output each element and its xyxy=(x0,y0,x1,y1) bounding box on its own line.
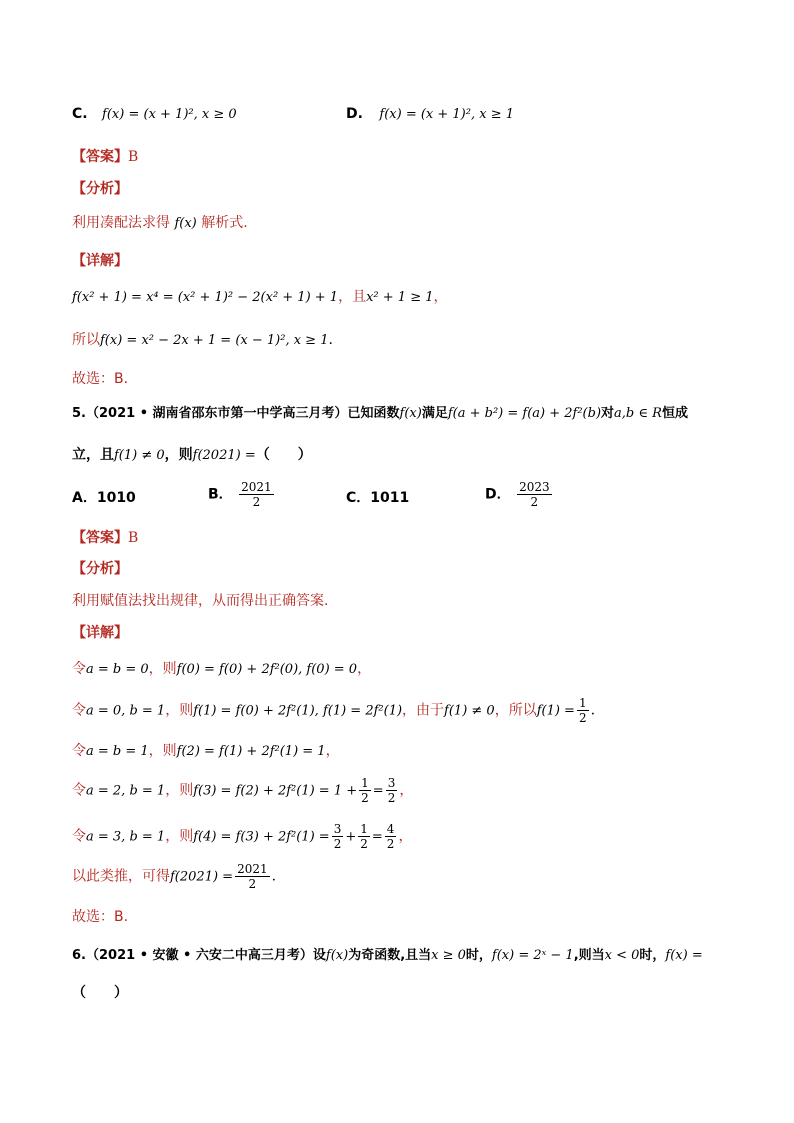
stem-text: 为奇函数,且当 xyxy=(348,948,432,963)
question-prefix: 5.（2021 • 湖南省邵东市第一中学高三月考）已知函数 xyxy=(72,406,400,421)
option-c xyxy=(72,106,237,122)
step-end: ， xyxy=(398,828,413,845)
stem-text: 时， xyxy=(639,948,666,963)
step-cond: a = b = 1 xyxy=(86,744,149,759)
frac-den: 2 xyxy=(360,837,368,851)
stem-fx: f(x) xyxy=(325,948,349,963)
step-eq: = xyxy=(372,783,384,799)
q5-step-4 xyxy=(72,776,413,805)
option-label: D． xyxy=(485,486,511,503)
step-expr: f(0) = f(0) + 2f²(0), f(0) = 0 xyxy=(176,662,358,677)
detail-end: ， xyxy=(433,289,448,305)
option-label: B． xyxy=(208,486,233,503)
step-expr: f(4) = f(3) + 2f²(1) = xyxy=(193,829,330,845)
q5-stem-line1 xyxy=(72,402,688,421)
detail-text: ，且 xyxy=(338,289,367,305)
stem-text: 满足 xyxy=(421,406,448,421)
frac-num: 2021 xyxy=(237,862,268,876)
frac-num: 1 xyxy=(578,696,587,710)
detail-cond: x² + 1 ≥ 1 xyxy=(366,290,434,305)
stem-text: 恒成 xyxy=(661,406,688,421)
frac-den: 2 xyxy=(578,711,587,725)
answer-value: B xyxy=(128,530,139,546)
step-plus: + xyxy=(345,829,357,845)
frac-den: 2 xyxy=(361,791,369,805)
detail-expr: f(x) = x² − 2x + 1 = (x − 1)², x ≥ 1 xyxy=(100,333,329,348)
detail-tag: 【详解】 xyxy=(72,625,128,641)
frac-num: 2023 xyxy=(519,480,550,494)
stem-expr: f(a + b²) = f(a) + 2f²(b) xyxy=(447,406,602,421)
step-text: 令 xyxy=(72,743,86,759)
step-cond: a = 2, b = 1 xyxy=(86,783,166,799)
q5-option-c: C．1011 xyxy=(346,490,410,506)
answer-value: B xyxy=(128,149,139,165)
q6-stem-line1 xyxy=(72,944,703,963)
stem-cond: f(1) ≠ 0 xyxy=(114,448,165,463)
step-text: 令 xyxy=(72,661,86,677)
step-cond: a = 3, b = 1 xyxy=(86,829,166,845)
step-text: 令 xyxy=(72,702,86,719)
option-c-expr: f(x) = (x + 1)², x ≥ 0 xyxy=(102,107,237,122)
frac-num: 1 xyxy=(360,822,368,836)
q5-step-1 xyxy=(72,658,371,678)
step-end: ， xyxy=(399,782,414,799)
step-text: 令 xyxy=(72,828,86,845)
frac-den: 2 xyxy=(387,791,396,805)
step-expr: f(2021) = xyxy=(170,869,234,885)
q5-step-5 xyxy=(72,822,412,851)
step-text: ，由于 xyxy=(402,702,445,719)
q5-step-6 xyxy=(72,862,276,891)
step-expr: f(1) = f(0) + 2f²(1), f(1) = 2f²(1) xyxy=(193,703,403,719)
step-cond: a = b = 0 xyxy=(86,662,149,677)
q4-detail-tag xyxy=(72,250,128,270)
frac-num: 1 xyxy=(361,776,369,790)
analysis-tag: 【分析】 xyxy=(72,561,128,577)
q5-option-a: A．1010 xyxy=(72,490,136,506)
frac-num: 3 xyxy=(387,776,396,790)
q4-answer xyxy=(72,146,138,166)
stem-text: 时， xyxy=(465,948,492,963)
step-expr: f(2) = f(1) + 2f²(1) = 1 xyxy=(176,744,326,759)
stem-ask: f(x) = xyxy=(665,948,703,963)
step-text: 令 xyxy=(72,782,86,799)
analysis-tag: 【分析】 xyxy=(72,181,128,197)
step-text: ，则 xyxy=(148,743,177,759)
detail-expr: f(x² + 1) = x⁴ = (x² + 1)² − 2(x² + 1) + 1 xyxy=(72,290,339,305)
q5-step-2 xyxy=(72,696,595,725)
stem-text: 对 xyxy=(601,406,615,421)
analysis-fx: f(x) xyxy=(174,216,197,231)
detail-end: . xyxy=(328,332,333,348)
q5-choose: 故选：B. xyxy=(72,909,129,925)
q5-option-b xyxy=(208,480,276,509)
stem-fx: f(x) xyxy=(399,406,422,421)
stem-text: 立，且 xyxy=(72,447,114,463)
q4-detail-line2 xyxy=(72,329,333,349)
q5-answer xyxy=(72,527,138,547)
step-text: ，则 xyxy=(148,661,177,677)
stem-text: ,则当 xyxy=(573,948,605,963)
step-cond: f(1) ≠ 0 xyxy=(444,703,495,719)
stem-cond: x ≥ 0 xyxy=(431,948,466,963)
q6-stem-paren: （ ） xyxy=(72,985,128,1001)
q5-analysis-tag xyxy=(72,558,128,578)
step-text: ，则 xyxy=(165,782,194,799)
q5-analysis-text: 利用赋值法找出规律，从而得出正确答案. xyxy=(72,593,329,609)
stem-paren: （ ） xyxy=(255,447,312,463)
step-end: ， xyxy=(325,743,340,759)
q5-detail-tag xyxy=(72,622,128,642)
step-text: 以此类推，可得 xyxy=(72,868,170,885)
stem-ask: f(2021) = xyxy=(192,448,256,463)
frac-den: 2 xyxy=(248,877,257,891)
step-text: ，则 xyxy=(165,828,194,845)
step-text: ，所以 xyxy=(494,702,537,719)
q4-choose: 故选：B. xyxy=(72,371,129,387)
step-end: . xyxy=(590,702,596,719)
q4-analysis-tag xyxy=(72,178,128,198)
stem-expr: f(x) = 2ˣ − 1 xyxy=(491,948,574,963)
step-eq: = xyxy=(371,829,383,845)
q5-step-3 xyxy=(72,740,340,760)
q4-detail-line1 xyxy=(72,286,448,306)
frac-num: 4 xyxy=(386,822,395,836)
option-d-expr: f(x) = (x + 1)², x ≥ 1 xyxy=(379,107,514,122)
q4-analysis-text xyxy=(72,212,248,232)
option-d-label: D. xyxy=(346,106,363,122)
stem-cond: x < 0 xyxy=(604,948,640,963)
frac-num: 2021 xyxy=(241,480,272,494)
q5-option-d xyxy=(485,480,554,509)
frac-den: 2 xyxy=(386,837,395,851)
step-expr: f(3) = f(2) + 2f²(1) = 1 + xyxy=(193,783,358,799)
stem-ab: a,b ∈ R xyxy=(614,406,662,421)
detail-text: 所以 xyxy=(72,332,100,348)
frac-den: 2 xyxy=(530,495,539,509)
stem-text: ，则 xyxy=(164,447,193,463)
step-end: ， xyxy=(357,661,372,677)
analysis-text-end: 解析式. xyxy=(201,215,248,231)
frac-num: 3 xyxy=(333,822,342,836)
step-text: ，则 xyxy=(165,702,194,719)
frac-den: 2 xyxy=(333,837,342,851)
detail-tag: 【详解】 xyxy=(72,253,128,269)
q5-stem-line2 xyxy=(72,444,312,464)
answer-tag: 【答案】 xyxy=(72,149,128,165)
step-expr: f(1) = xyxy=(536,703,575,719)
option-d xyxy=(346,106,514,122)
option-c-label: C. xyxy=(72,106,88,122)
step-cond: a = 0, b = 1 xyxy=(86,703,166,719)
question-prefix: 6.（2021 • 安徽 • 六安二中高三月考）设 xyxy=(72,948,326,963)
step-end: . xyxy=(271,868,277,885)
analysis-text: 利用凑配法求得 xyxy=(72,215,170,231)
answer-tag: 【答案】 xyxy=(72,530,128,546)
frac-den: 2 xyxy=(252,495,261,509)
